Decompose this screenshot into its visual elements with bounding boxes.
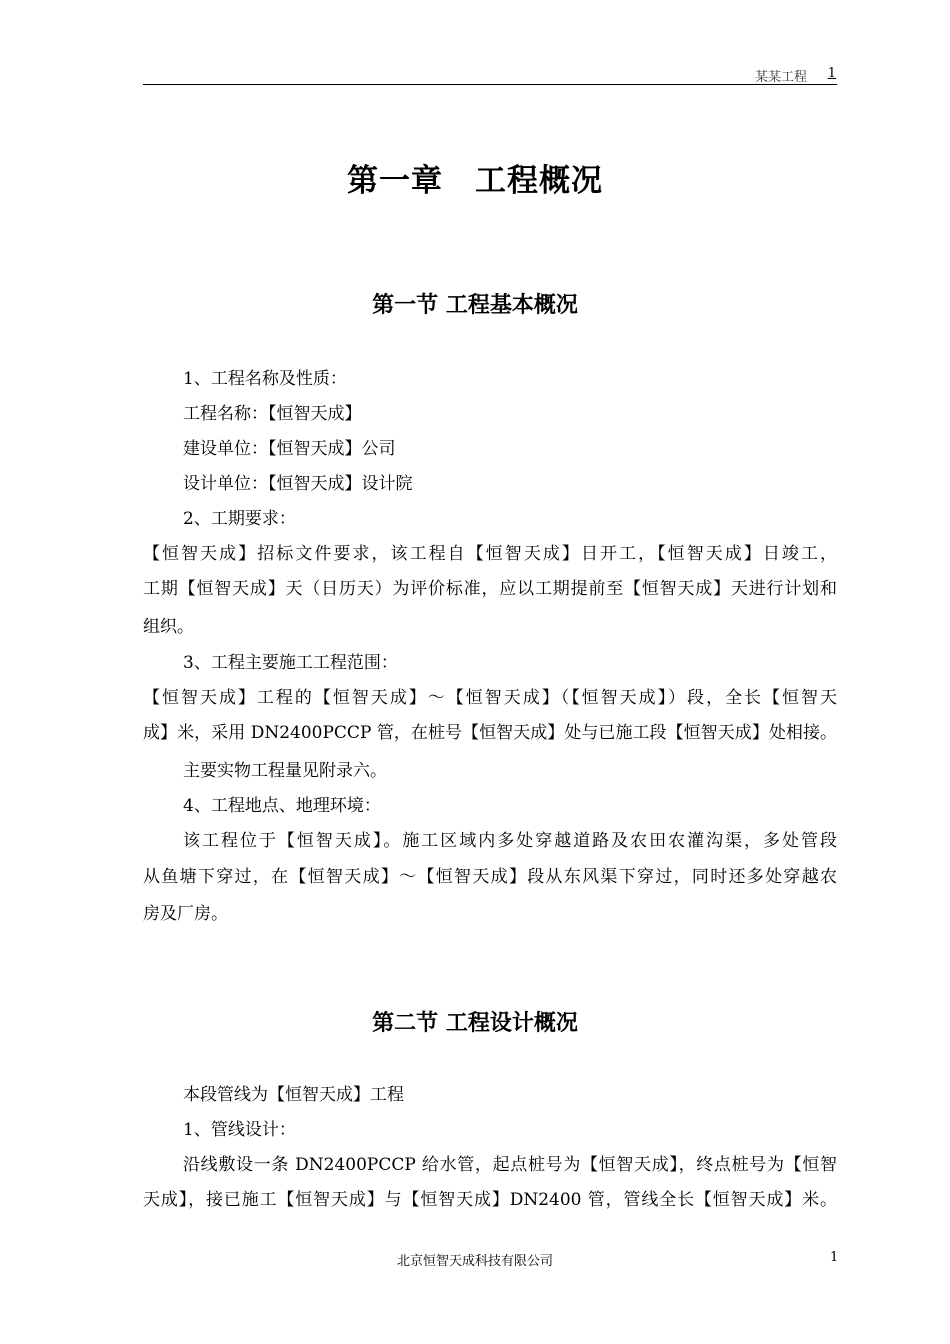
paragraph-line: 1、管线设计： — [183, 1120, 296, 1140]
paragraph-line: 2、工期要求： — [183, 509, 296, 529]
paragraph-line: 该工程位于【恒智天成】。施工区域内多处穿越道路及农田农灌沟渠，多处管段 — [183, 831, 837, 851]
paragraph-line: 【恒智天成】招标文件要求，该工程自【恒智天成】日开工，【恒智天成】日竣工， — [143, 544, 837, 564]
paragraph-line: 天成】，接已施工【恒智天成】与【恒智天成】DN2400 管，管线全长【恒智天成】米。 — [143, 1190, 837, 1210]
header-page-number: 1 — [827, 66, 836, 81]
paragraph-line: 3、工程主要施工工程范围： — [183, 653, 398, 673]
paragraph-line: 主要实物工程量见附录六。 — [183, 761, 387, 781]
paragraph-line: 工期【恒智天成】天（日历天）为评价标准，应以工期提前至【恒智天成】天进行计划和 — [143, 579, 837, 599]
paragraph-line: 房及厂房。 — [143, 904, 228, 924]
section-title-2: 第二节 工程设计概况 — [372, 1011, 578, 1036]
footer-page-number: 1 — [830, 1250, 839, 1265]
paragraph-line: 4、工程地点、地理环境： — [183, 796, 381, 816]
page-header — [143, 64, 837, 85]
paragraph-line: 设计单位：【恒智天成】设计院 — [183, 474, 413, 494]
paragraph-line: 【恒智天成】工程的【恒智天成】～【恒智天成】（【恒智天成】）段，全长【恒智天 — [143, 688, 837, 708]
paragraph-line: 从鱼塘下穿过，在【恒智天成】～【恒智天成】段从东风渠下穿过，同时还多处穿越农 — [143, 867, 837, 887]
paragraph-line: 成】米，采用 DN2400PCCP 管，在桩号【恒智天成】处与已施工段【恒智天成】处相接。 — [143, 723, 837, 743]
footer-company: 北京恒智天成科技有限公司 — [396, 1254, 553, 1269]
paragraph-line: 沿线敷设一条 DN2400PCCP 给水管，起点桩号为【恒智天成】，终点桩号为【恒智 — [183, 1155, 837, 1175]
header-title: 某某工程 — [754, 70, 807, 85]
paragraph-line: 本段管线为【恒智天成】工程 — [183, 1085, 404, 1105]
paragraph-line: 建设单位：【恒智天成】公司 — [183, 439, 396, 459]
section-title-1: 第一节 工程基本概况 — [372, 293, 578, 318]
paragraph-line: 工程名称：【恒智天成】 — [183, 404, 362, 424]
paragraph-line: 组织。 — [143, 617, 194, 637]
paragraph-line: 1、工程名称及性质： — [183, 369, 347, 389]
chapter-title: 第一章 工程概况 — [347, 163, 603, 199]
